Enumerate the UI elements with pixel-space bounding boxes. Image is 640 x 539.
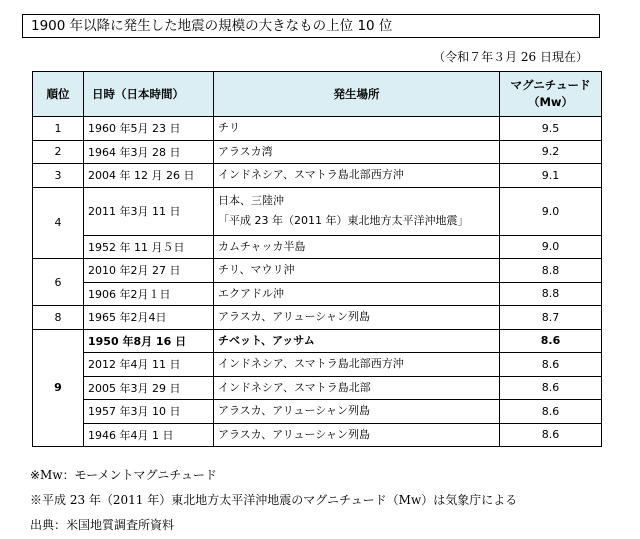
as-of-date-note: （令和７年３月 26 日現在） bbox=[433, 50, 588, 64]
rank-cell: 1 bbox=[33, 117, 84, 141]
table-row bbox=[33, 164, 602, 188]
magnitude-cell: 8.8 bbox=[500, 282, 602, 306]
place-line: インドネシア、スマトラ島北部 bbox=[218, 380, 371, 394]
magnitude-cell: 8.6 bbox=[500, 329, 602, 353]
place-line: チベット、アッサム bbox=[218, 333, 315, 347]
table-row bbox=[33, 282, 602, 306]
table-row bbox=[33, 117, 602, 141]
rank-cell: 6 bbox=[33, 259, 84, 306]
place-cell bbox=[214, 353, 500, 377]
header-place: 発生場所 bbox=[214, 72, 500, 117]
date-cell: 1957 年3月 10 日 bbox=[84, 400, 214, 424]
rank-cell: 4 bbox=[33, 187, 84, 259]
rank-cell: 8 bbox=[33, 306, 84, 330]
place-line: インドネシア、スマトラ島北部西方沖 bbox=[218, 168, 404, 182]
rank-cell: 2 bbox=[33, 140, 84, 164]
magnitude-cell: 9.2 bbox=[500, 140, 602, 164]
table-row bbox=[33, 423, 602, 447]
date-cell: 1964 年3月 28 日 bbox=[84, 140, 214, 164]
place-cell bbox=[214, 235, 500, 259]
footnote-tohoku: ※平成 23 年（2011 年）東北地方太平洋沖地震のマグニチュード（Mw）は気象庁による bbox=[30, 493, 518, 507]
header-magnitude-line2: （Mw） bbox=[527, 95, 574, 109]
place-cell bbox=[214, 282, 500, 306]
rank-cell: 3 bbox=[33, 164, 84, 188]
place-line: エクアドル沖 bbox=[218, 286, 284, 300]
place-cell bbox=[214, 187, 500, 235]
table-row bbox=[33, 259, 602, 283]
magnitude-cell: 8.6 bbox=[500, 376, 602, 400]
header-date: 日時（日本時間） bbox=[84, 72, 214, 117]
footnote-source: 出典：米国地質調査所資料 bbox=[30, 518, 175, 532]
place-cell bbox=[214, 117, 500, 141]
magnitude-cell: 8.7 bbox=[500, 306, 602, 330]
place-line: カムチャッカ半島 bbox=[218, 239, 306, 253]
table-body bbox=[33, 117, 602, 447]
date-cell: 2004 年 12 月 26 日 bbox=[84, 164, 214, 188]
magnitude-cell: 8.6 bbox=[500, 353, 602, 377]
magnitude-cell: 8.6 bbox=[500, 423, 602, 447]
table-header-row bbox=[33, 72, 602, 117]
date-cell: 2012 年4月 11 日 bbox=[84, 353, 214, 377]
place-cell bbox=[214, 400, 500, 424]
table-row bbox=[33, 329, 602, 353]
date-cell: 1965 年2月4日 bbox=[84, 306, 214, 330]
magnitude-cell: 9.0 bbox=[500, 235, 602, 259]
date-cell: 1960 年5月 23 日 bbox=[84, 117, 214, 141]
magnitude-cell: 9.5 bbox=[500, 117, 602, 141]
table-row bbox=[33, 353, 602, 377]
table-row bbox=[33, 400, 602, 424]
place-line: アラスカ、アリューシャン列島 bbox=[218, 427, 371, 441]
magnitude-cell: 8.6 bbox=[500, 400, 602, 424]
place-cell bbox=[214, 259, 500, 283]
place-line: アラスカ、アリューシャン列島 bbox=[218, 404, 371, 418]
header-magnitude-line1: マグニチュード bbox=[510, 78, 591, 92]
table-row bbox=[33, 376, 602, 400]
date-cell: 1906 年2月１日 bbox=[84, 282, 214, 306]
date-cell: 2011 年3月 11 日 bbox=[84, 187, 214, 235]
table-row bbox=[33, 187, 602, 235]
place-line: アラスカ、アリューシャン列島 bbox=[218, 310, 371, 324]
table-row bbox=[33, 235, 602, 259]
date-cell: 2010 年2月 27 日 bbox=[84, 259, 214, 283]
magnitude-cell: 9.0 bbox=[500, 187, 602, 235]
place-line: アラスカ湾 bbox=[218, 144, 273, 158]
place-line: チリ、マウリ沖 bbox=[218, 263, 295, 277]
earthquake-table bbox=[32, 71, 602, 447]
place-cell bbox=[214, 329, 500, 353]
place-cell bbox=[214, 164, 500, 188]
place-line: 日本、三陸沖 bbox=[218, 194, 284, 207]
place-line: インドネシア、スマトラ島北部西方沖 bbox=[218, 357, 404, 371]
footnotes bbox=[30, 463, 517, 538]
date-cell: 1946 年4月 1 日 bbox=[84, 423, 214, 447]
place-line: 「平成 23 年（2011 年）東北地方太平洋沖地震」 bbox=[218, 214, 469, 227]
rank-cell: 9 bbox=[33, 329, 84, 447]
date-cell: 1952 年 11 月５日 bbox=[84, 235, 214, 259]
header-magnitude bbox=[500, 72, 602, 117]
footnote-mw: ※Mw：モーメントマグニチュード bbox=[30, 468, 217, 482]
table-row bbox=[33, 140, 602, 164]
place-line: チリ bbox=[218, 121, 240, 135]
place-cell bbox=[214, 376, 500, 400]
date-cell: 1950 年8月 16 日 bbox=[84, 329, 214, 353]
place-cell bbox=[214, 140, 500, 164]
header-rank: 順位 bbox=[33, 72, 84, 117]
document-title: 1900 年以降に発生した地震の規模の大きなもの上位 10 位 bbox=[22, 14, 600, 38]
table-row bbox=[33, 306, 602, 330]
place-cell bbox=[214, 423, 500, 447]
magnitude-cell: 8.8 bbox=[500, 259, 602, 283]
place-cell bbox=[214, 306, 500, 330]
date-cell: 2005 年3月 29 日 bbox=[84, 376, 214, 400]
magnitude-cell: 9.1 bbox=[500, 164, 602, 188]
